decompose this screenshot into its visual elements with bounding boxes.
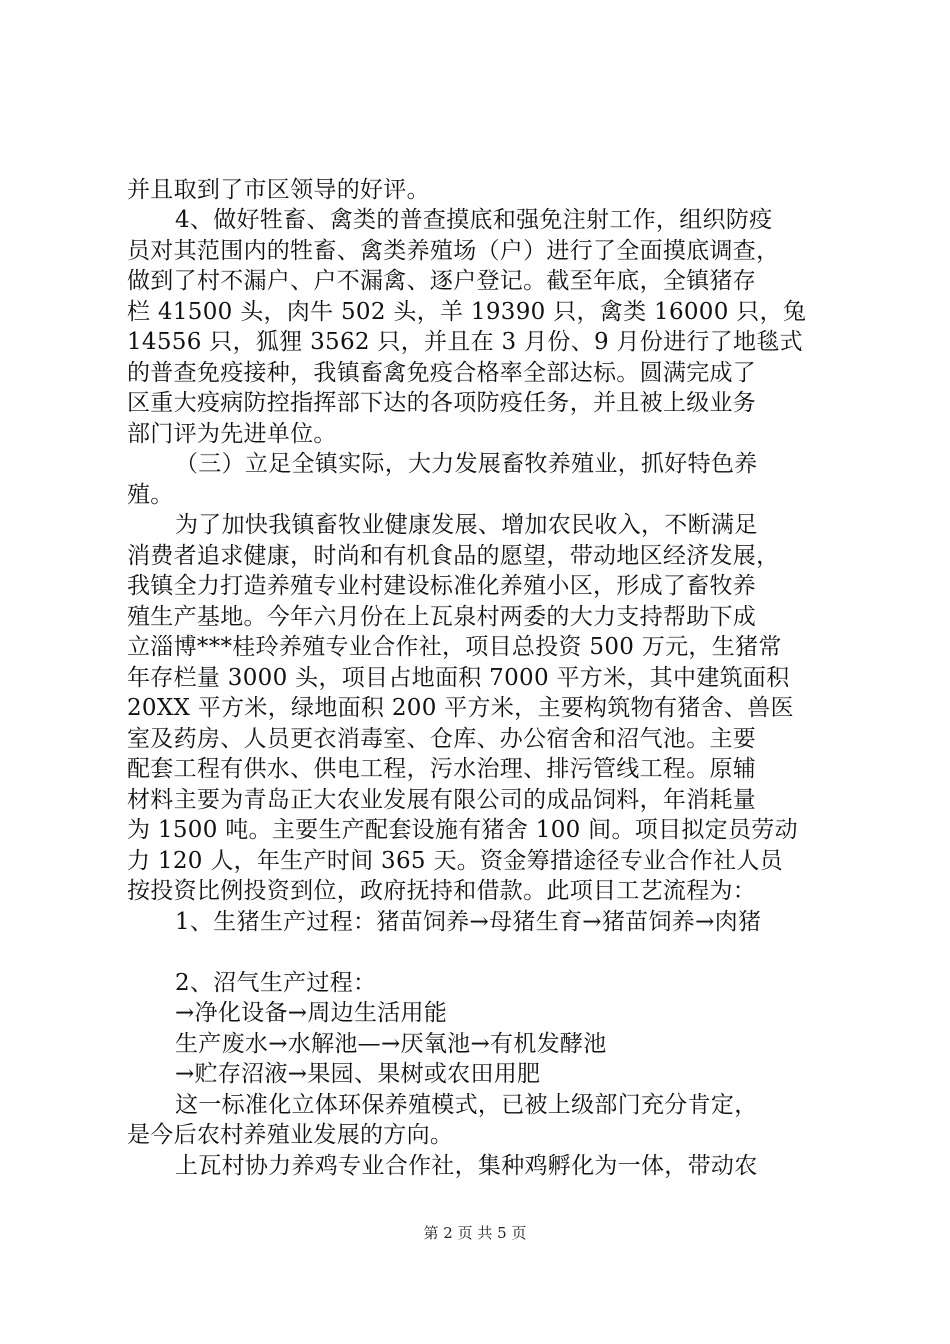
text-line: 这一标准化立体环保养殖模式，已被上级部门充分肯定， bbox=[175, 1092, 758, 1118]
text-line: 材料主要为青岛正大农业发展有限公司的成品饲料，年消耗量 bbox=[127, 787, 757, 813]
text-line: 殖生产基地。今年六月份在上瓦泉村两委的大力支持帮助下成 bbox=[127, 604, 757, 630]
text-line: 上瓦村协力养鸡专业合作社，集种鸡孵化为一体，带动农 bbox=[175, 1153, 758, 1179]
section-heading: （三）立足全镇实际，大力发展畜牧养殖业，抓好特色养 bbox=[175, 451, 758, 477]
section-heading: 殖。 bbox=[127, 482, 174, 508]
text-line: 做到了村不漏户、户不漏禽、逐户登记。截至年底，全镇猪存 bbox=[127, 268, 757, 294]
page-number: 第 2 页 共 5 页 bbox=[423, 1224, 527, 1242]
text-line: 是今后农村养殖业发展的方向。 bbox=[127, 1122, 454, 1148]
text-line: 力 120 人，年生产时间 365 天。资金筹措途径专业合作社人员 bbox=[127, 848, 783, 874]
text-line: 栏 41500 头，肉牛 502 头，羊 19390 只，禽类 16000 只，兔 bbox=[127, 299, 807, 325]
text-line: 部门评为先进单位。 bbox=[127, 421, 337, 447]
text-line: 员对其范围内的牲畜、禽类养殖场（户）进行了全面摸底调查， bbox=[127, 238, 780, 264]
text-line: 14556 只，狐狸 3562 只，并且在 3 月份、9 月份进行了地毯式 bbox=[127, 329, 803, 355]
text-line: 并且取到了市区领导的好评。 bbox=[127, 177, 430, 203]
process-line: →贮存沼液→果园、果树或农田用肥 bbox=[175, 1061, 541, 1087]
process-line: 1、生猪生产过程：猪苗饲养→母猪生育→猪苗饲养→肉猪 bbox=[175, 909, 762, 935]
text-line: 立淄博***桂玲养殖专业合作社，项目总投资 500 万元，生猪常 bbox=[127, 634, 782, 660]
process-line: 生产废水→水解池—→厌氧池→有机发酵池 bbox=[175, 1031, 607, 1057]
text-line: 按投资比例投资到位，政府抚持和借款。此项目工艺流程为： bbox=[127, 878, 757, 904]
text-line: 年存栏量 3000 头，项目占地面积 7000 平方米，其中建筑面积 bbox=[127, 665, 790, 691]
text-line: 20XX 平方米，绿地面积 200 平方米，主要构筑物有猪舍、兽医 bbox=[127, 695, 794, 721]
text-line: 区重大疫病防控指挥部下达的各项防疫任务，并且被上级业务 bbox=[127, 390, 757, 416]
text-line: 配套工程有供水、供电工程，污水治理、排污管线工程。原辅 bbox=[127, 756, 757, 782]
text-line: 室及药房、人员更衣消毒室、仓库、办公宿舍和沼气池。主要 bbox=[127, 726, 757, 752]
text-line: 消费者追求健康，时尚和有机食品的愿望，带动地区经济发展， bbox=[127, 543, 780, 569]
text-line: 的普查免疫接种，我镇畜禽免疫合格率全部达标。圆满完成了 bbox=[127, 360, 757, 386]
text-line: 为了加快我镇畜牧业健康发展、增加农民收入，不断满足 bbox=[175, 512, 758, 538]
text-line: 为 1500 吨。主要生产配套设施有猪舍 100 间。项目拟定员劳动 bbox=[127, 817, 798, 843]
process-line: 2、沼气生产过程： bbox=[175, 970, 377, 996]
text-line: 4、做好牲畜、禽类的普查摸底和强免注射工作，组织防疫 bbox=[175, 207, 773, 233]
text-line: 我镇全力打造养殖专业村建设标准化养殖小区，形成了畜牧养 bbox=[127, 573, 757, 599]
process-line: →净化设备→周边生活用能 bbox=[175, 1000, 448, 1026]
